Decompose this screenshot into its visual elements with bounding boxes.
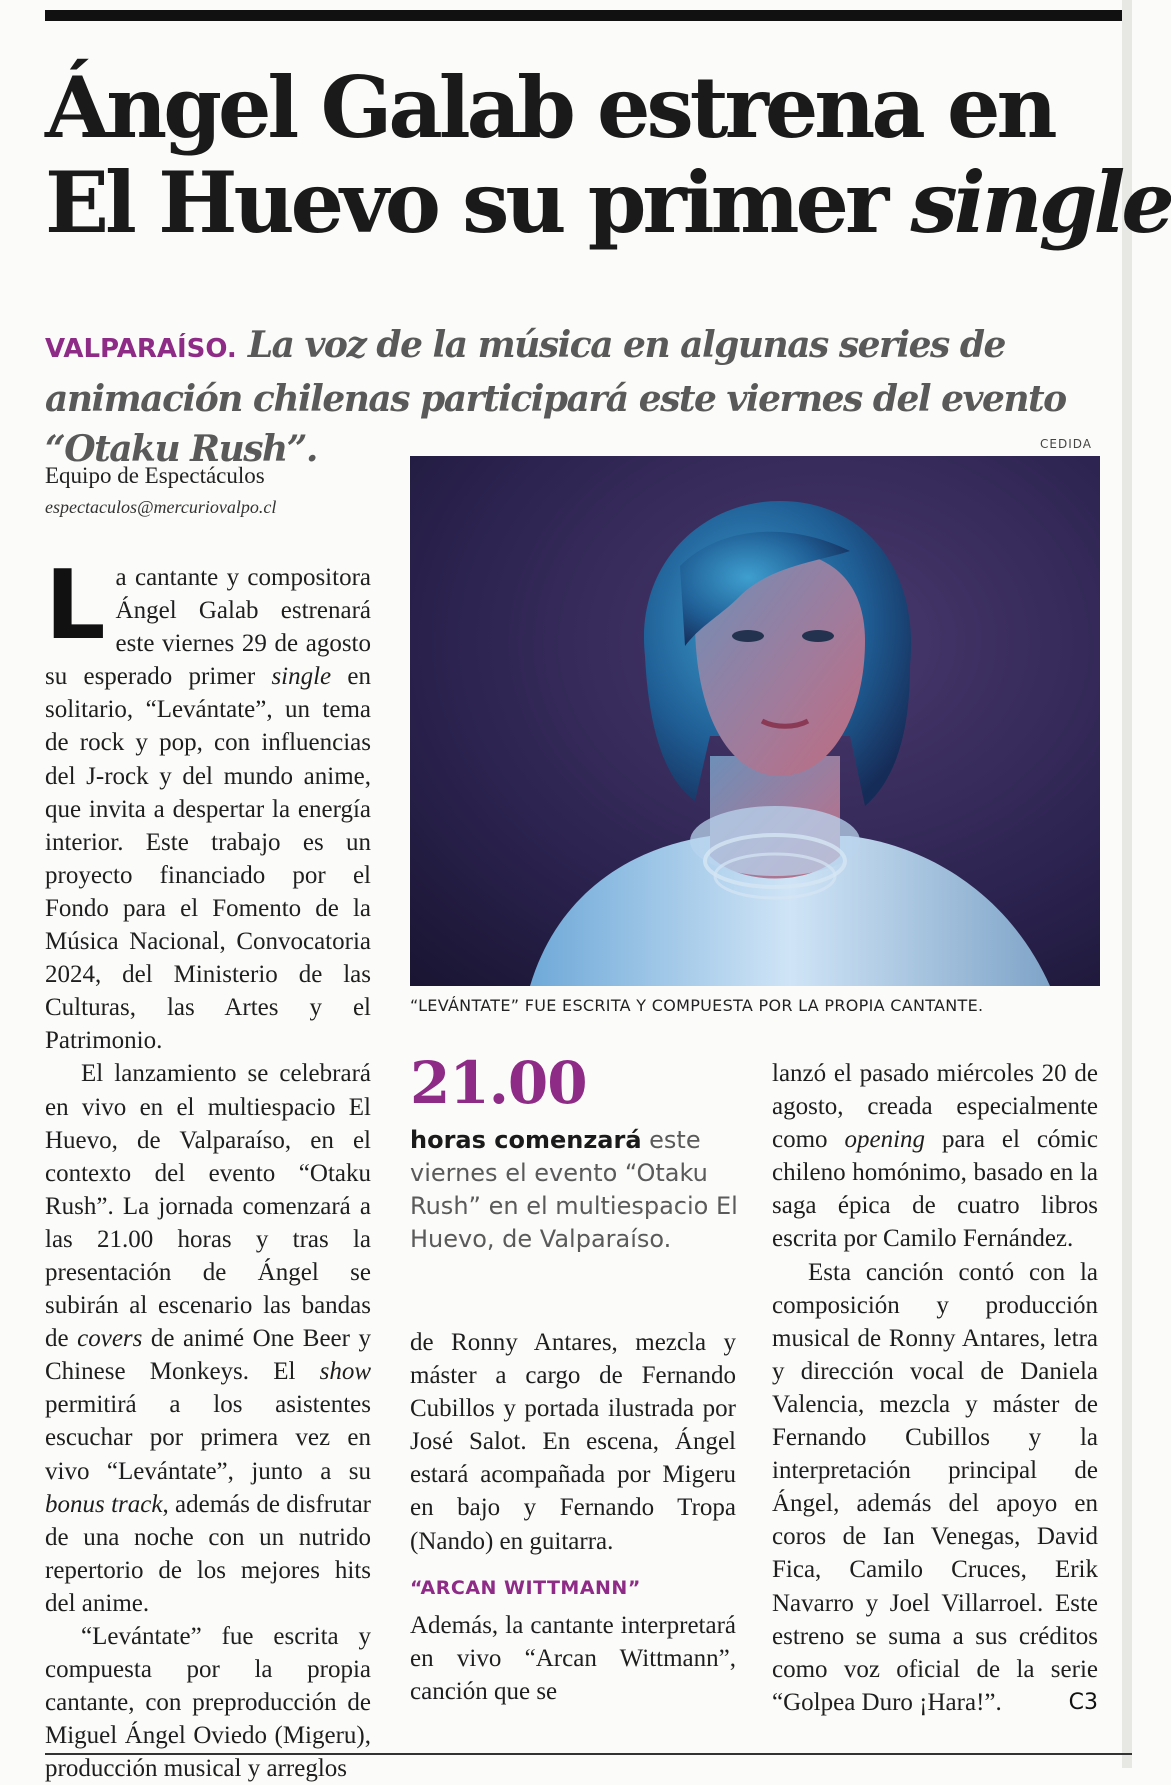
top-rule <box>45 10 1132 21</box>
p2-italic-1: covers <box>77 1325 143 1353</box>
article-photo <box>410 456 1100 986</box>
paragraph-3 <box>45 1620 371 1785</box>
singer-portrait <box>410 456 1100 986</box>
headline <box>45 58 1171 252</box>
p2-text-a: El lanzamiento se celebrará en vivo en el multiespacio El Huevo, de Valparaíso, en el contexto del evento “Otaku Rush”. La jornada comenzará a las 21.00 horas y tras la presentación de Ángel se subirán al escenario las bandas de <box>45 1060 371 1353</box>
p2-italic-3: bonus track <box>45 1490 163 1518</box>
headline-line-1: Ángel Galab estrena en <box>45 58 1054 157</box>
page-edge <box>1122 0 1132 1768</box>
dateline: VALPARAÍSO. <box>45 334 237 364</box>
dek <box>45 320 1115 474</box>
factbox-bold: horas comenzará <box>410 1126 642 1154</box>
paragraph-3-cont <box>410 1326 736 1558</box>
p4-text-a: Además, la cantante interpretará en vivo “Arcan Wittmann”, canción que se <box>410 1611 736 1705</box>
headline-line-2 <box>45 153 1171 252</box>
end-mark: C3 <box>1068 1689 1098 1715</box>
paragraph-2 <box>45 1057 371 1620</box>
paragraph-5 <box>772 1256 1098 1719</box>
subhead: “ARCAN WITTMANN” <box>410 1576 641 1599</box>
factbox <box>410 1124 740 1256</box>
p4-text-c: para el cómic chileno homónimo, basado en la saga épica de cuatro libros escrita por Camilo Fernández. <box>772 1126 1098 1253</box>
headline-line-2-text: El Huevo su primer <box>45 153 911 252</box>
column-3 <box>772 1057 1098 1719</box>
headline-italic: single <box>910 153 1171 252</box>
factbox-number: 21.00 <box>410 1049 587 1117</box>
p2-text-d: , además de disfrutar de una noche con un nutrido repertorio de los mejores hits del anime. <box>45 1490 371 1617</box>
p3-text-b: de Ronny Antares, mezcla y máster a cargo de Fernando Cubillos y portada ilustrada por José Salot. En escena, Ángel estará acompañada por Migeru en bajo y Fernando Tropa (Nando) en guitarra. <box>410 1329 736 1555</box>
p1-text-a: a cantante y compositora Ángel Galab estrenará este viernes 29 de agosto su esperado primer <box>45 564 371 691</box>
paragraph-1 <box>45 551 371 1057</box>
p2-text-b: de animé One Beer y Chinese Monkeys. El <box>45 1325 371 1386</box>
p1-text-b: en solitario, “Levántate”, un tema de rock y pop, con influencias del J-rock y del mundo anime, que invita a despertar la energía interior. Este trabajo es un proyecto financiado por el Fondo para el Fomento de la Música Nacional, Convocatoria 2024, del Ministerio de las Culturas, las Artes y el Patrimonio. <box>45 663 371 1055</box>
p5-text: Esta canción contó con la composición y producción musical de Ronny Antares, letra y dirección vocal de Daniela Valencia, mezcla y máster de Fernando Cubillos y la interpretación principal de Ángel, además del apoyo en coros de Ian Venegas, David Fica, Camilo Cruces, Erik Navarro y Joel Villarroel. Este estreno se suma a sus créditos como voz oficial de la serie “Golpea Duro ¡Hara!”. <box>772 1258 1098 1716</box>
dropcap: L <box>45 551 106 661</box>
p2-text-c: permitirá a los asistentes escuchar por primera vez en vivo “Levántate”, junto a su <box>45 1391 371 1485</box>
p3-text-a: “Levántate” fue escrita y compuesta por la propia cantante, con preproducción de Miguel Ángel Oviedo (Migeru), producción musical y arreglos <box>45 1623 371 1783</box>
paragraph-4 <box>410 1609 736 1708</box>
dek-text: La voz de la música en algunas series de animación chilenas participará este viernes del evento “Otaku Rush”. <box>45 324 1066 470</box>
byline-email: espectaculos@mercuriovalpo.cl <box>45 497 277 517</box>
p1-italic: single <box>271 663 332 691</box>
p4-text-b: lanzó el pasado miércoles 20 de agosto, creada especialmente como <box>772 1060 1098 1154</box>
photo-credit: CEDIDA <box>1040 437 1092 451</box>
bottom-rule <box>45 1753 1132 1755</box>
photo-caption: “LEVÁNTATE” FUE ESCRITA Y COMPUESTA POR LA PROPIA CANTANTE. <box>410 996 984 1015</box>
column-1 <box>45 551 371 1785</box>
paragraph-4-cont <box>772 1057 1098 1256</box>
column-2 <box>410 1326 736 1708</box>
p2-italic-2: show <box>319 1358 371 1386</box>
p4-italic: opening <box>844 1126 926 1154</box>
factbox-text: este viernes el evento “Otaku Rush” en el multiespacio El Huevo, de Valparaíso. <box>410 1126 738 1253</box>
byline: Equipo de Espectáculos <box>45 463 265 488</box>
